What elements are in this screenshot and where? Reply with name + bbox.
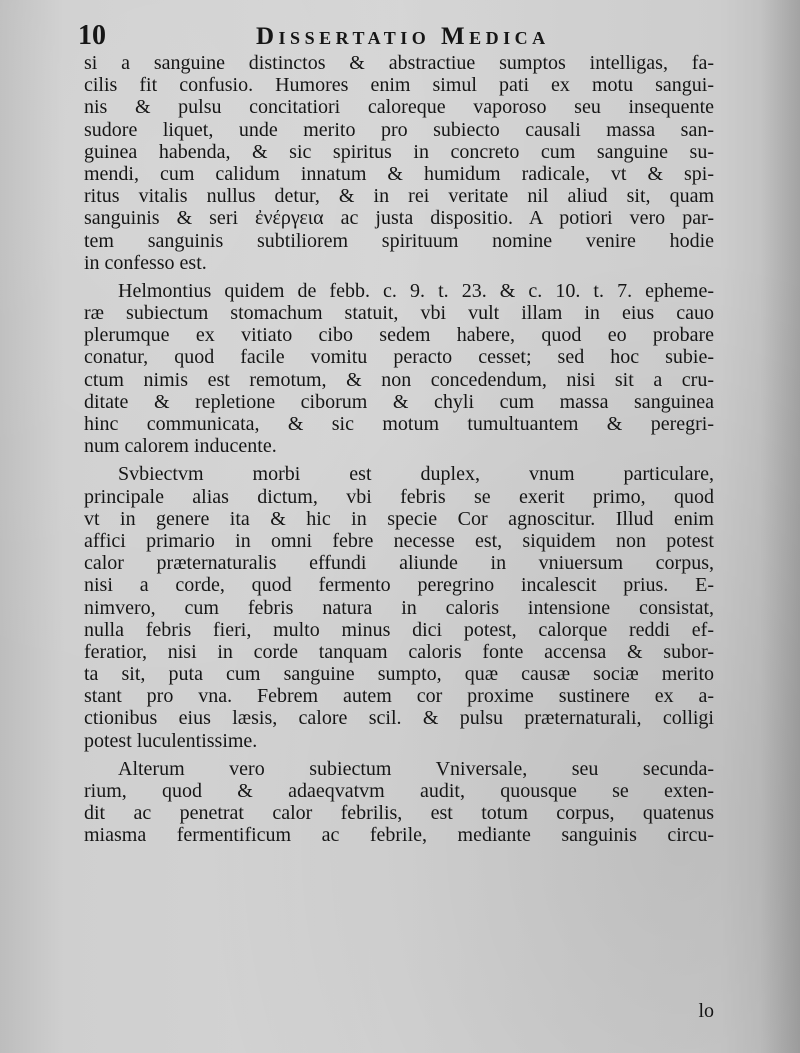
text-line: hinc communicata, & sic motum tumultuantem & peregri- (84, 413, 714, 435)
text-line: num calorem inducente. (84, 435, 277, 458)
text-line: nisi a corde, quod fermento peregrino incalescit prius. E- (84, 574, 714, 597)
text-line: nimvero, cum febris natura in caloris intensione consistat, (84, 596, 714, 619)
text-line: vt in genere ita & hic in specie Cor agnoscitur. Illud enim (84, 507, 714, 530)
body-text (84, 52, 714, 1022)
running-head (78, 14, 720, 51)
text-line: in confesso est. (84, 251, 207, 274)
page-number: 10 (78, 20, 106, 51)
text-line: ta sit, puta cum sanguine sumpto, quæ causæ sociæ merito (84, 663, 714, 686)
text-line: sudore liquet, unde merito pro subiecto causali massa san- (84, 118, 714, 141)
text-line: ctionibus eius læsis, calore scil. & pulsu præternaturali, colligi (84, 707, 714, 730)
text-line: Helmontius quidem de febb. c. 9. t. 23. & c. 10. t. 7. epheme- (118, 279, 714, 302)
text-line: ritus vitalis nullus detur, & in rei veritate nil aliud sit, quam (84, 185, 714, 208)
text-line: conatur, quod facile vomitu peracto cesset; sed hoc subie- (84, 346, 714, 369)
paragraph-3 (84, 463, 714, 751)
text-line: calor præternaturalis effundi aliunde in vniuersum corpus, (84, 552, 714, 575)
text-line: potest luculentissime. (84, 729, 258, 752)
text-line: si a sanguine distinctos & abstractiue sumptos intelligas, fa- (84, 52, 714, 74)
text-line: sanguinis & seri ἐνέργεια ac justa dispositio. A potiori vero par- (84, 207, 714, 230)
text-line: cilis fit confusio. Humores enim simul pati ex motu sangui- (84, 74, 714, 97)
paragraph-2 (84, 280, 714, 458)
text-line: affici primario in omni febre necesse est, siquidem non potest (84, 529, 714, 552)
text-line: plerumque ex vitiato cibo sedem habere, quod eo probare (84, 324, 714, 347)
text-line: Alterum vero subiectum Vniversale, seu secunda- (118, 757, 714, 780)
text-line: Svbiectvm morbi est duplex, vnum particulare, (118, 463, 714, 486)
text-line: rium, quod & adaeqvatvm audit, quousque se exten- (84, 780, 714, 802)
catchword: lo (698, 1000, 714, 1022)
text-line: feratior, nisi in corde tanquam caloris fonte accensa & subor- (84, 640, 714, 663)
text-line: nis & pulsu concitatiori caloreque vaporoso seu insequente (84, 96, 714, 119)
paragraph-1 (84, 52, 714, 274)
text-line: tem sanguinis subtiliorem spirituum nomine venire hodie (84, 229, 714, 252)
text-line: guinea habenda, & sic spiritus in concreto cum sanguine su- (84, 140, 714, 163)
text-line: ræ subiectum stomachum statuit, vbi vult illam in eius cauo (84, 302, 714, 325)
text-line: ctum nimis est remotum, & non concedendum, nisi sit a cru- (84, 368, 714, 391)
text-line: nulla febris fieri, multo minus dici potest, calorque reddi ef- (84, 618, 714, 641)
text-line: ditate & repletione ciborum & chyli cum massa sanguinea (84, 390, 714, 413)
text-line: mendi, cum calidum innatum & humidum radicale, vt & spi- (84, 162, 714, 185)
text-line: miasma fermentificum ac febrile, mediante sanguinis circu- (84, 824, 714, 847)
text-line: stant pro vna. Febrem autem cor proxime sustinere ex a- (84, 685, 714, 708)
text-line: principale alias dictum, vbi febris se exerit primo, quod (84, 485, 714, 508)
paragraph-4 (84, 758, 714, 847)
running-header-title: Dissertatio Medica (256, 23, 550, 50)
text-line: dit ac penetrat calor febrilis, est totum corpus, quatenus (84, 802, 714, 825)
